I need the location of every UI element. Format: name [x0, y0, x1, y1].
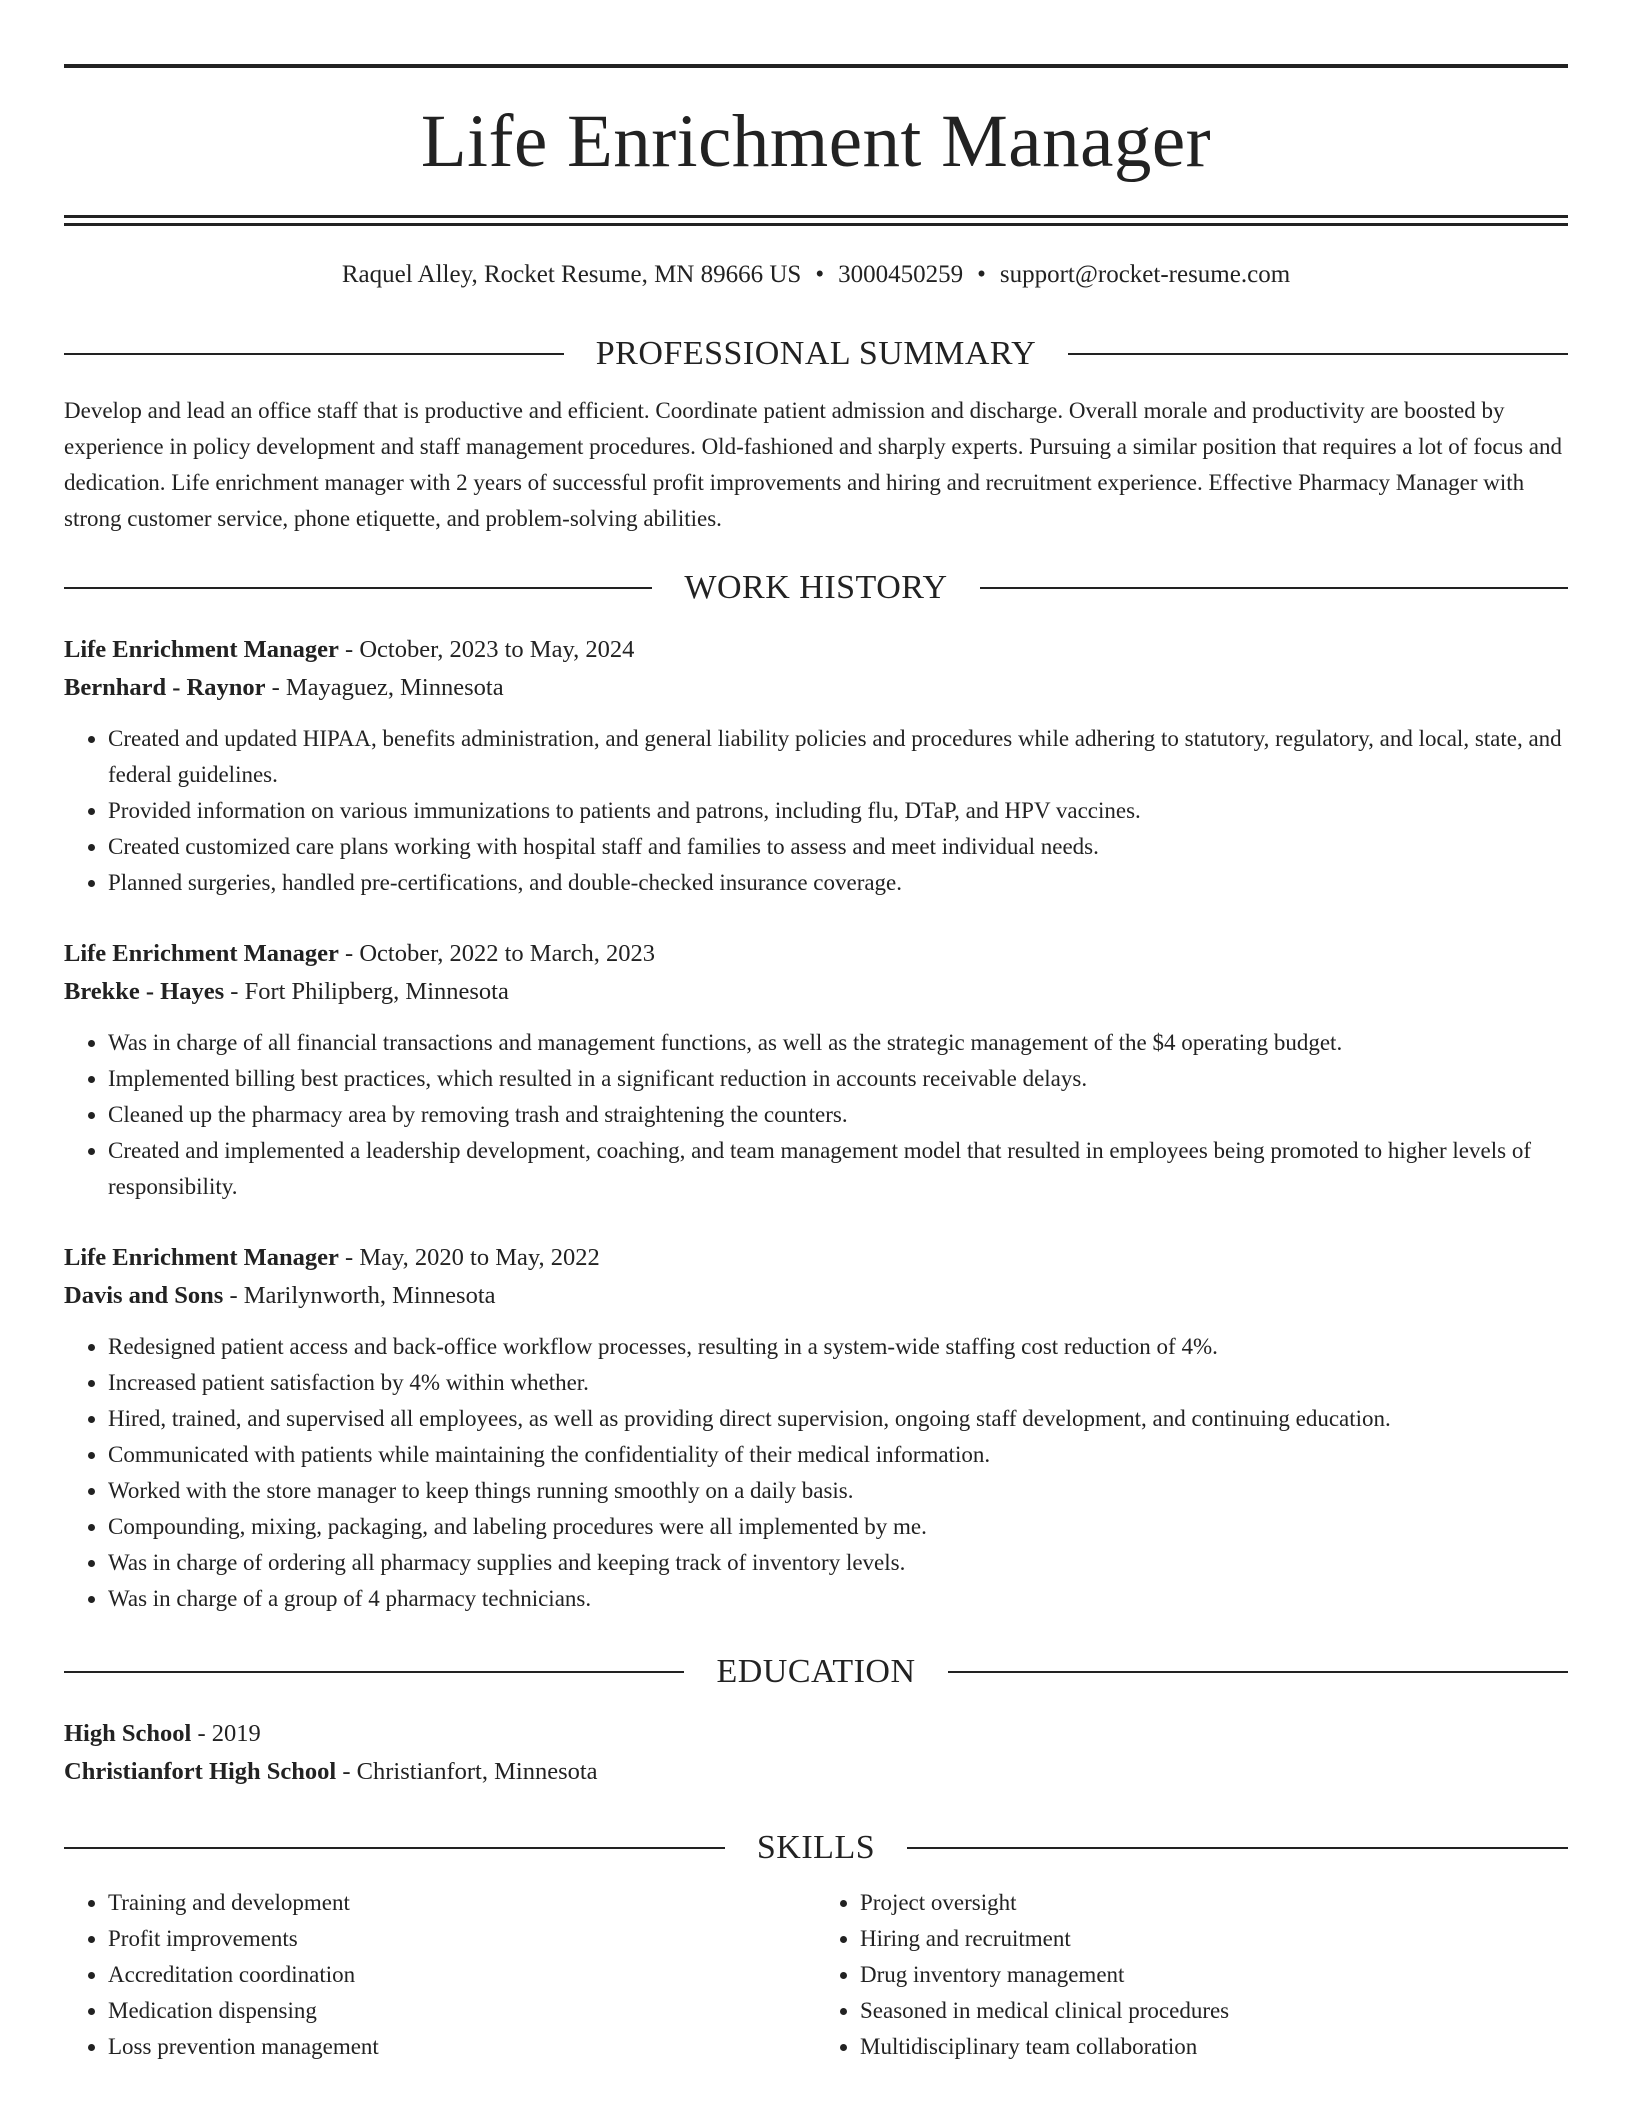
job-dates: - October, 2022 to March, 2023	[338, 940, 655, 967]
list-item: • Provided information on various immunizations to patients and patrons, including flu, DTaP, and HPV vaccines.	[108, 793, 1568, 829]
job-title: Life Enrichment Manager	[64, 1244, 339, 1271]
job-location: - Mayaguez, Minnesota	[265, 674, 504, 701]
skill-item: • Project oversight	[860, 1885, 1568, 1921]
section-heading-education	[64, 1655, 1568, 1689]
list-item: • Implemented billing best practices, which resulted in a significant reduction in accounts receivable delays.	[108, 1061, 1568, 1097]
list-item: • Redesigned patient access and back-office workflow processes, resulting in a system-wide staffing cost reduction of 4%.	[108, 1329, 1568, 1365]
skill-item: • Medication dispensing	[108, 1993, 816, 2029]
job-company: Brekke - Hayes	[64, 978, 225, 1005]
education-school-line	[64, 1753, 1568, 1791]
heading-rule	[64, 353, 564, 355]
heading-rule	[64, 1671, 684, 1673]
job-bullets	[64, 1329, 1568, 1617]
job-entry	[64, 935, 1568, 1205]
list-item: • Worked with the store manager to keep things running smoothly on a daily basis.	[108, 1473, 1568, 1509]
list-item: • Created and updated HIPAA, benefits administration, and general liability policies and procedures while adhering to statutory, regulatory, and local, state, and federal guidelines.	[108, 721, 1568, 793]
skills-list-right	[816, 1885, 1568, 2065]
job-title-line	[64, 631, 1568, 669]
skills-columns	[64, 1885, 1568, 2065]
section-title: WORK HISTORY	[684, 569, 948, 606]
job-location: - Fort Philipberg, Minnesota	[224, 978, 509, 1005]
skill-item: • Profit improvements	[108, 1921, 816, 1957]
list-item: • Planned surgeries, handled pre-certifications, and double-checked insurance coverage.	[108, 865, 1568, 901]
job-company: Bernhard - Raynor	[64, 674, 266, 701]
job-entry	[64, 1239, 1568, 1617]
skill-item: • Seasoned in medical clinical procedures	[860, 1993, 1568, 2029]
job-dates: - May, 2020 to May, 2022	[338, 1244, 600, 1271]
job-company-line	[64, 669, 1568, 707]
list-item: • Hired, trained, and supervised all employees, as well as providing direct supervision, ongoing staff development, and continuing education.	[108, 1401, 1568, 1437]
contact-line	[64, 262, 1568, 287]
section-title: EDUCATION	[716, 1653, 916, 1690]
job-bullets	[64, 721, 1568, 901]
skill-item: • Accreditation coordination	[108, 1957, 816, 1993]
education-school: Christianfort High School	[64, 1758, 337, 1785]
job-location: - Marilynworth, Minnesota	[223, 1282, 496, 1309]
list-item: • Increased patient satisfaction by 4% within whether.	[108, 1365, 1568, 1401]
list-item: • Compounding, mixing, packaging, and labeling procedures were all implemented by me.	[108, 1509, 1568, 1545]
job-dates: - October, 2023 to May, 2024	[338, 636, 635, 663]
job-company-line	[64, 1277, 1568, 1315]
contact-phone: 3000450259	[838, 261, 964, 288]
skill-item: • Loss prevention management	[108, 2029, 816, 2065]
heading-rule	[948, 1671, 1568, 1673]
list-item: • Communicated with patients while maintaining the confidentiality of their medical information.	[108, 1437, 1568, 1473]
contact-address: Raquel Alley, Rocket Resume, MN 89666 US	[341, 261, 802, 288]
education-degree-line	[64, 1715, 1568, 1753]
job-title: Life Enrichment Manager	[64, 940, 339, 967]
job-title-line	[64, 935, 1568, 973]
contact-separator: •	[977, 261, 986, 288]
heading-rule	[64, 587, 652, 589]
skills-list-left	[64, 1885, 816, 2065]
list-item: • Was in charge of ordering all pharmacy supplies and keeping track of inventory levels.	[108, 1545, 1568, 1581]
heading-rule	[907, 1847, 1568, 1849]
job-bullets	[64, 1025, 1568, 1205]
list-item: • Was in charge of all financial transactions and management functions, as well as the strategic management of the $4 operating budget.	[108, 1025, 1568, 1061]
job-entry	[64, 631, 1568, 901]
job-company-line	[64, 973, 1568, 1011]
section-heading-work	[64, 571, 1568, 605]
education-degree: High School	[64, 1720, 192, 1747]
skill-item: • Drug inventory management	[860, 1957, 1568, 1993]
top-rule	[64, 64, 1568, 68]
list-item: • Was in charge of a group of 4 pharmacy technicians.	[108, 1581, 1568, 1617]
job-title-line	[64, 1239, 1568, 1277]
list-item: • Created and implemented a leadership development, coaching, and team management model that resulted in employees being promoted to higher levels of responsibility.	[108, 1133, 1568, 1205]
summary-text: Develop and lead an office staff that is productive and efficient. Coordinate patient admission and discharge. Overall morale and productivity are boosted by experience in policy development and staff management procedures. Old-fashioned and sharply experts. Pursuing a similar position that requires a lot of focus and dedication. Life enrichment manager with 2 years of successful profit improvements and hiring and recruitment experience. Effective Pharmacy Manager with strong customer service, phone etiquette, and problem-solving abilities.	[64, 398, 1562, 531]
section-title: SKILLS	[756, 1829, 876, 1866]
heading-rule	[64, 1847, 725, 1849]
section-title: PROFESSIONAL SUMMARY	[595, 335, 1037, 372]
skill-item: • Hiring and recruitment	[860, 1921, 1568, 1957]
heading-rule	[1068, 353, 1568, 355]
education-year: - 2019	[191, 1720, 261, 1747]
job-company: Davis and Sons	[64, 1282, 224, 1309]
job-title: Life Enrichment Manager	[64, 636, 339, 663]
heading-rule	[980, 587, 1568, 589]
title-double-rule	[64, 215, 1568, 226]
skill-item: • Training and development	[108, 1885, 816, 1921]
contact-separator: •	[815, 261, 825, 288]
resume-title: Life Enrichment Manager	[420, 100, 1212, 183]
contact-email: support@rocket-resume.com	[999, 261, 1291, 288]
section-heading-skills	[64, 1831, 1568, 1865]
education-entry	[64, 1715, 1568, 1791]
skill-item: • Multidisciplinary team collaboration	[860, 2029, 1568, 2065]
education-location: - Christianfort, Minnesota	[336, 1758, 598, 1785]
list-item: • Created customized care plans working with hospital staff and families to assess and meet individual needs.	[108, 829, 1568, 865]
list-item: • Cleaned up the pharmacy area by removing trash and straightening the counters.	[108, 1097, 1568, 1133]
section-heading-summary	[64, 337, 1568, 371]
